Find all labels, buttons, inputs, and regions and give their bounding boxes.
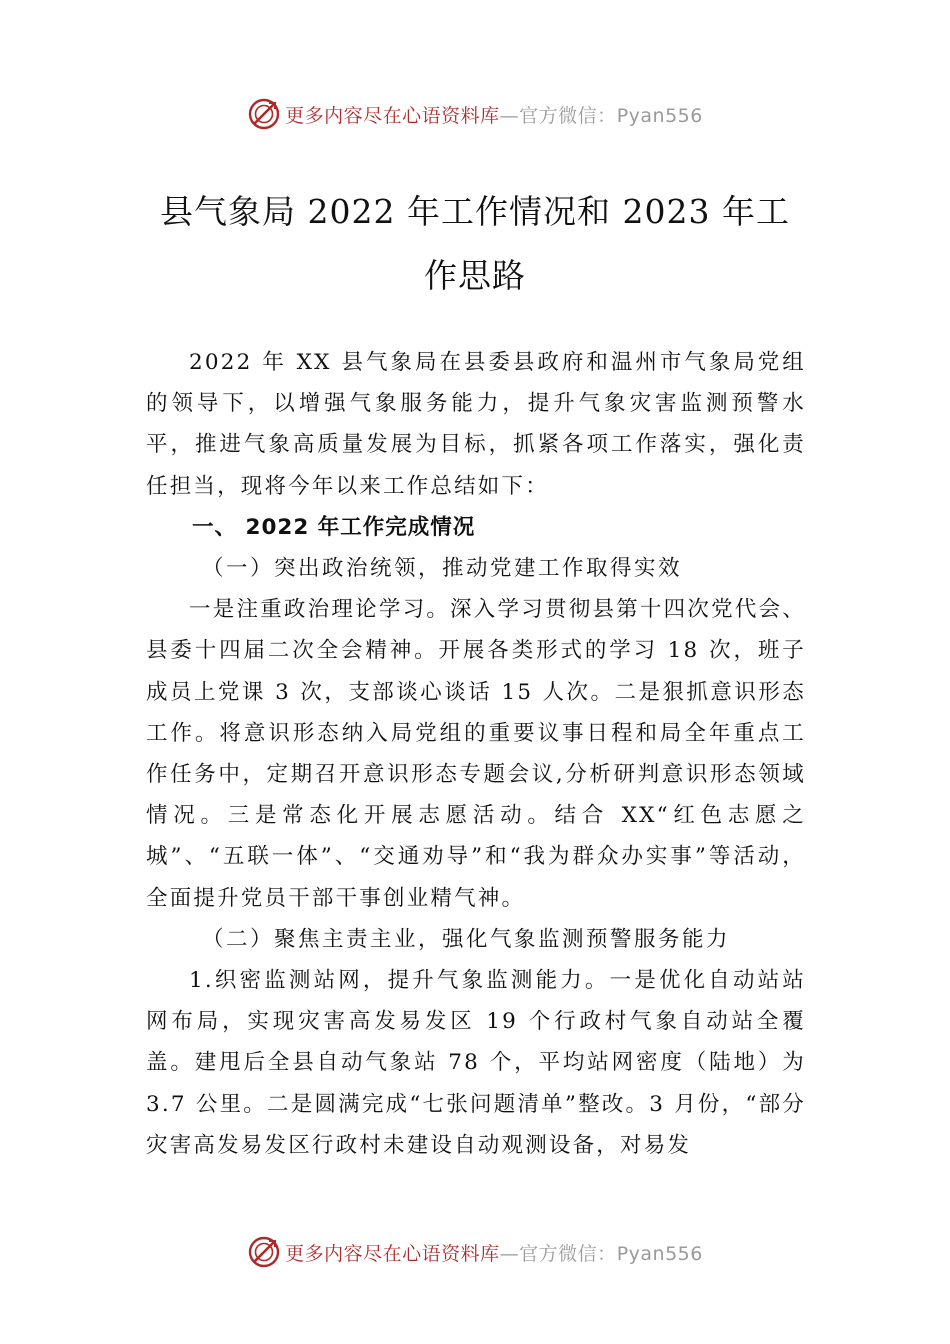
paragraph-monitoring: 1.织密监测站网，提升气象监测能力。一是优化自动站站网布局，实现灾害高发易发区 19 个行政村气象自动站全覆盖。建甩后全县自动气象站 78 个，平均站网密度（陆地）为 3.7 公里。二是圆满完成“七张问题清单”整改。3 月份，“部分灾害高发易发区行政村未建设自动观测设备，对易发: [146, 968, 806, 1158]
banner-wechat-id: Pyan556: [616, 1242, 703, 1265]
banner-brand: 更多内容尽在心语资料库: [285, 1242, 500, 1265]
banner-text: [285, 101, 703, 128]
footer-watermark-banner: [0, 1232, 950, 1272]
intro-paragraph: 2022 年 XX 县气象局在县委县政府和温州市气象局党组的领导下，以增强气象服务能力，提升气象灾害监测预警水平，推进气象高质量发展为目标，抓紧各项工作落实，强化责任担当，现将今年以来工作总结如下：: [146, 350, 806, 499]
document-title-line2: 作思路: [424, 256, 526, 295]
section-heading-1: 一、 2022 年工作完成情况: [192, 514, 476, 540]
paragraph-party-building: 一是注重政治理论学习。深入学习贯彻县第十四次党代会、县委十四届二次全会精神。开展各类形式的学习 18 次，班子成员上党课 3 次，支部谈心谈话 15 人次。二是狠抓意识形态工作。将意识形态纳入局党组的重要议事日程和局全年重点工作任务中，定期召开意识形态专题会议,分析研判意识形态领域情况。三是常态化开展志愿活动。结合 XX“红色志愿之城”、“五联一体”、“交通劝导”和“我为群众办实事”等活动，全面提升党员干部干事创业精气神。: [146, 597, 806, 911]
banner-separator: —官方微信：: [499, 1242, 617, 1265]
subsection-heading-2: （二）聚焦主责主业，强化气象监测预警服务能力: [202, 926, 731, 952]
banner-brand: 更多内容尽在心语资料库: [285, 104, 500, 127]
banner-wechat-id: Pyan556: [616, 104, 703, 127]
brand-logo-icon: [247, 1235, 281, 1269]
banner-text: [285, 1239, 703, 1266]
document-body: [146, 342, 806, 1166]
header-watermark-banner: [0, 94, 950, 134]
brand-logo-icon: [247, 97, 281, 131]
document-title-line1: 县气象局 2022 年工作情况和 2023 年工: [160, 192, 790, 231]
banner-separator: —官方微信：: [499, 104, 617, 127]
subsection-heading-1: （一）突出政治统领，推动党建工作取得实效: [202, 556, 683, 582]
